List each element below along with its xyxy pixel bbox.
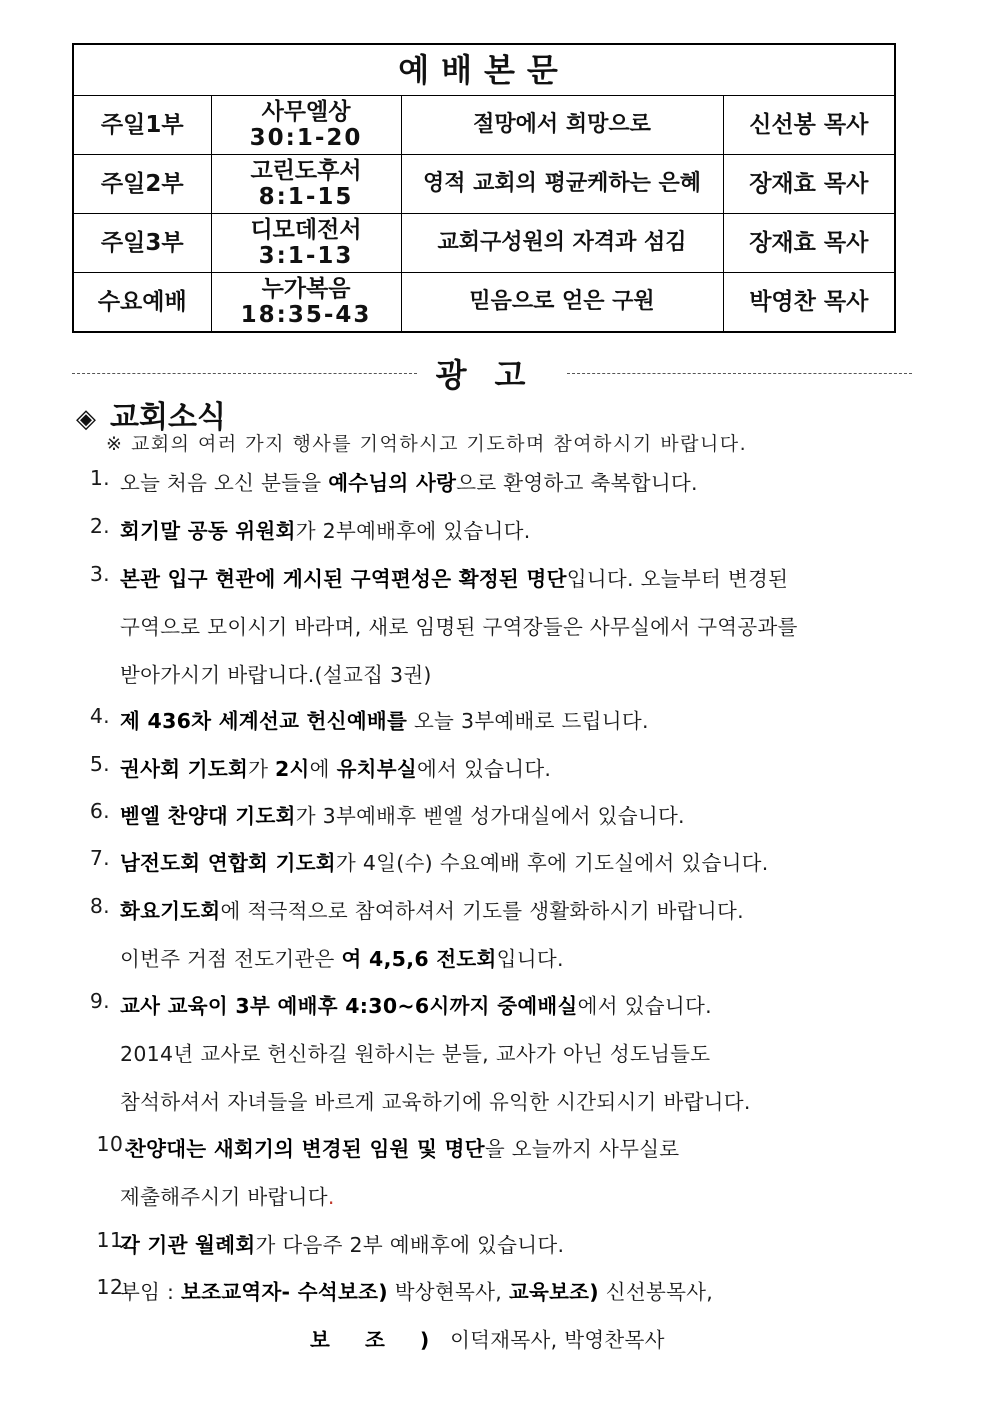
divider: [72, 373, 417, 374]
preacher-name: 장재효 목사: [723, 155, 895, 214]
divider: [567, 373, 912, 374]
table-row: [73, 96, 895, 155]
table-row: [73, 214, 895, 273]
scripture-reference: 사무엘상 30:1-20: [211, 96, 401, 155]
preacher-name: 신선봉 목사: [723, 96, 895, 155]
sermon-title: 믿음으로 얻은 구원: [401, 273, 723, 333]
sermon-title: 영적 교회의 평균케하는 은혜: [401, 155, 723, 214]
service-name: 주일3부: [73, 214, 211, 273]
service-name: 수요예배: [73, 273, 211, 333]
church-news-label: 교회소식: [110, 400, 226, 435]
sermon-title: 교회구성원의 자격과 섬김: [401, 214, 723, 273]
scripture-reference: 디모데전서 3:1-13: [211, 214, 401, 273]
preacher-name: 박영찬 목사: [723, 273, 895, 333]
worship-scripture-table: [72, 43, 896, 333]
announcements-title: 광고: [435, 356, 554, 394]
table-row: [73, 273, 895, 333]
sermon-title: 절망에서 희망으로: [401, 96, 723, 155]
worship-table-title: 예배본문: [73, 44, 895, 96]
scripture-reference: 고린도후서 8:1-15: [211, 155, 401, 214]
scripture-reference: 누가복음 18:35-43: [211, 273, 401, 333]
table-row: [73, 155, 895, 214]
diamond-icon: ◈: [76, 404, 96, 434]
service-name: 주일1부: [73, 96, 211, 155]
service-name: 주일2부: [73, 155, 211, 214]
preacher-name: 장재효 목사: [723, 214, 895, 273]
news-note: ※ 교회의 여러 가지 행사를 기억하시고 기도하며 참여하시기 바랍니다.: [106, 433, 748, 455]
announcements-header: [72, 350, 914, 394]
bulletin-page: 예배본문 주일1부 사무엘상 30:1-20 절망에서 희망으로 신선봉 목사 주일2부 고린도후서 8:1-15 영적 교회의 평균케하는 은혜 장재효 목사 주일3부 디모데전서 3:1-13 교회구성원의 자격과 섬김 장재효 목사 수요예배 누가복음 18:35-43 믿음으로 얻은 구원 박영찬 목사 광고 ◈ 교회소식 ※ 교회의 여러 가지 행사를 기억하시고 기도하며 참여하시기 바랍니다. 1. 오늘 처음 오신 분들을 예수님의 사랑으로 환영하고 축복합니다. 2. 회기말 공동 위원회가 2부예배후에 있습니다. 3. 본관 입구 현관에 게시된 구역편성은 확정된 명단입니다. 오늘부터 변경된 구역으로 모이시기 바라며, 새로 임명된 구역장들은 사무실에서 구역공과를 받아가시기 바랍니다.(설교집 3권) 4. 제 436차 세계선교 헌신예배를 오늘 3부예배로 드립니다. 5. 권사회 기도회가 2시에 유치부실에서 있습니다. 6. 벧엘 찬양대 기도회가 3부예배후 벧엘 성가대실에서 있습니다. 7. 남전도회 연합회 기도회가 4일(수) 수요예배 후에 기도실에서 있습니다. 8. 화요기도회에 적극적으로 참여하셔서 기도를 생활화하시기 바랍니다. 이번주 거점 전도기관은 여 4,5,6 전도회입니다. 9. 교사 교육이 3부 예배후 4:30~6시까지 중예배실에서 있습니다. 2014년 교사로 헌신하길 원하시는 분들, 교사가 아닌 성도님들도 참석하셔서 자녀들을 바르게 교육하기에 유익한 시간되시기 바랍니다. 10. 찬양대는 새회기의 변경된 임원 및 명단을 오늘까지 사무실로 제출해주시기 바랍니다. 11. 각 기관 월례회가 다음주 2부 예배후에 있습니다. 12. 부임 : 보조교역자- 수석보조) 박상현목사, 교육보조) 신선봉목사, 보 조 ) 이덕재목사, 박영찬목사: [0, 0, 992, 1403]
